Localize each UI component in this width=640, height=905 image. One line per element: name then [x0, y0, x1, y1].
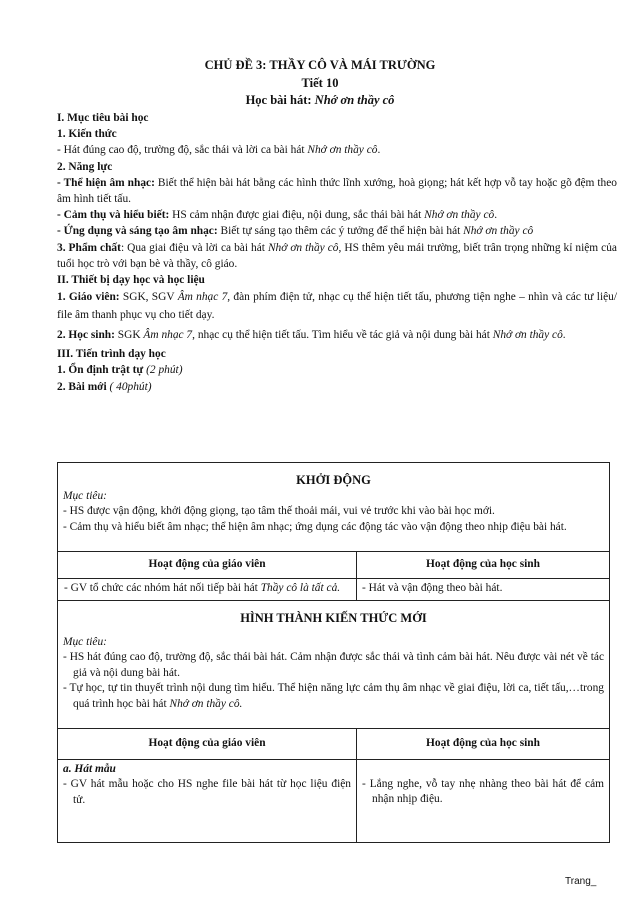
new-knowledge-goal-2: - Tự học, tự tin thuyết trình nội dung tìm hiểu. Thể hiện năng lực cảm thụ âm nhạc về giai điệu, lời ca, tiết tấu,…trong quá trình học bài hát Nhớ ơn thầy cô.: [63, 682, 604, 710]
warmup-title: KHỞI ĐỘNG: [296, 473, 371, 487]
topic-title: CHỦ ĐỀ 3: THẦY CÔ VÀ MÁI TRƯỜNG: [204, 58, 436, 72]
new-knowledge-goal-1: - HS hát đúng cao độ, trường độ, sắc thái bài hát. Cảm nhận được sắc thái và tình cảm bài hát. Nêu được vài nét về tác giả và nội dung bài hát.: [63, 651, 604, 679]
process-heading: III. Tiến trình dạy học: [57, 348, 166, 361]
equipment-heading: II. Thiết bị dạy học và học liệu: [57, 274, 205, 287]
new-knowledge-teacher-activity: [58, 759, 357, 842]
warmup-col-student: Hoạt động của học sinh: [357, 552, 610, 579]
competence-heading: 2. Năng lực: [57, 160, 113, 173]
perform-item: - Thể hiện âm nhạc: Biết thể hiện bài hát bằng các hình thức lĩnh xướng, hoà giọng; hát kết hợp vỗ tay hoặc gõ đệm theo âm hình tiết tấu.: [57, 176, 617, 206]
student-listen: - Lắng nghe, vỗ tay nhẹ nhàng theo bài hát để cảm nhận nhịp điệu.: [362, 777, 604, 805]
warmup-goal-1: - HS được vận động, khởi động giọng, tạo tâm thế thoải mái, vui vẻ trước khi vào bài học mới.: [63, 505, 495, 517]
new-knowledge-goal-label: Mục tiêu:: [63, 635, 107, 648]
process-step-2: 2. Bài mới ( 40phút): [57, 380, 152, 393]
song-title-prefix: Học bài hát:: [245, 93, 315, 107]
warmup-student-activity: - Hát và vận động theo bài hát.: [357, 578, 610, 601]
warmup-col-teacher: Hoạt động của giáo viên: [58, 552, 357, 579]
process-step-1: 1. Ổn định trật tự (2 phút): [57, 364, 183, 377]
student-equipment: 2. Học sinh: SGK Âm nhạc 7, nhạc cụ thể hiện tiết tấu. Tìm hiểu về tác giả và nội dung bài hát Nhớ ơn thầy cô.: [57, 329, 566, 342]
lesson-body: [57, 110, 617, 395]
lesson-number: Tiết 10: [301, 76, 339, 90]
knowledge-text: - Hát đúng cao độ, trường độ, sắc thái và lời ca bài hát Nhớ ơn thầy cô.: [57, 144, 381, 157]
new-knowledge-student-activity: [357, 759, 610, 842]
song-title-name: Nhớ ơn thầy cô: [314, 93, 395, 107]
activity-table: [57, 462, 610, 843]
knowledge-heading: 1. Kiến thức: [57, 128, 117, 141]
new-knowledge-section: [58, 601, 610, 729]
warmup-goal-2: - Cảm thụ và hiểu biết âm nhạc; thể hiện âm nhạc; ứng dụng các động tác vào vận động theo nhịp điệu bài hát.: [63, 520, 567, 533]
warmup-teacher-activity: - GV tổ chức các nhóm hát nối tiếp bài hát Thầy cô là tất cả.: [58, 578, 357, 601]
quality-item: 3. Phẩm chất: Qua giai điệu và lời ca bài hát Nhớ ơn thầy cô, HS thêm yêu mái trường, biết trân trọng những kỉ niệm của tuổi học trò với bạn bè và thầy, cô giáo.: [57, 241, 617, 270]
new-knowledge-col-teacher: Hoạt động của giáo viên: [58, 729, 357, 760]
apply-item: - Ứng dụng và sáng tạo âm nhạc: Biết tự sáng tạo thêm các ý tưởng để thể hiện bài hát Nhớ ơn thầy cô: [57, 225, 534, 238]
teacher-equipment: 1. Giáo viên: SGK, SGV Âm nhạc 7, đàn phím điện tử, nhạc cụ thể hiện tiết tấu, phương tiện nghe – nhìn và các tư liệu/ file âm thanh phục vụ cho tiết dạy.: [57, 291, 618, 322]
new-knowledge-title: HÌNH THÀNH KIẾN THỨC MỚI: [240, 611, 427, 625]
page-label: Trang_: [565, 876, 597, 887]
song-title: [0, 93, 640, 108]
new-knowledge-col-student: Hoạt động của học sinh: [357, 729, 610, 760]
teacher-sing-sample: - GV hát mẫu hoặc cho HS nghe file bài hát từ học liệu điện tử.: [63, 778, 351, 806]
warmup-section: [58, 463, 610, 552]
sub-heading-sing-sample: a. Hát mẫu: [63, 762, 116, 775]
warmup-goal-label: Mục tiêu:: [63, 489, 107, 502]
objectives-heading: I. Mục tiêu bài học: [57, 112, 149, 124]
appreciate-item: - Cảm thụ và hiểu biết: HS cảm nhận được giai điệu, nội dung, sắc thái bài hát Nhớ ơn thầy cô.: [57, 209, 498, 222]
